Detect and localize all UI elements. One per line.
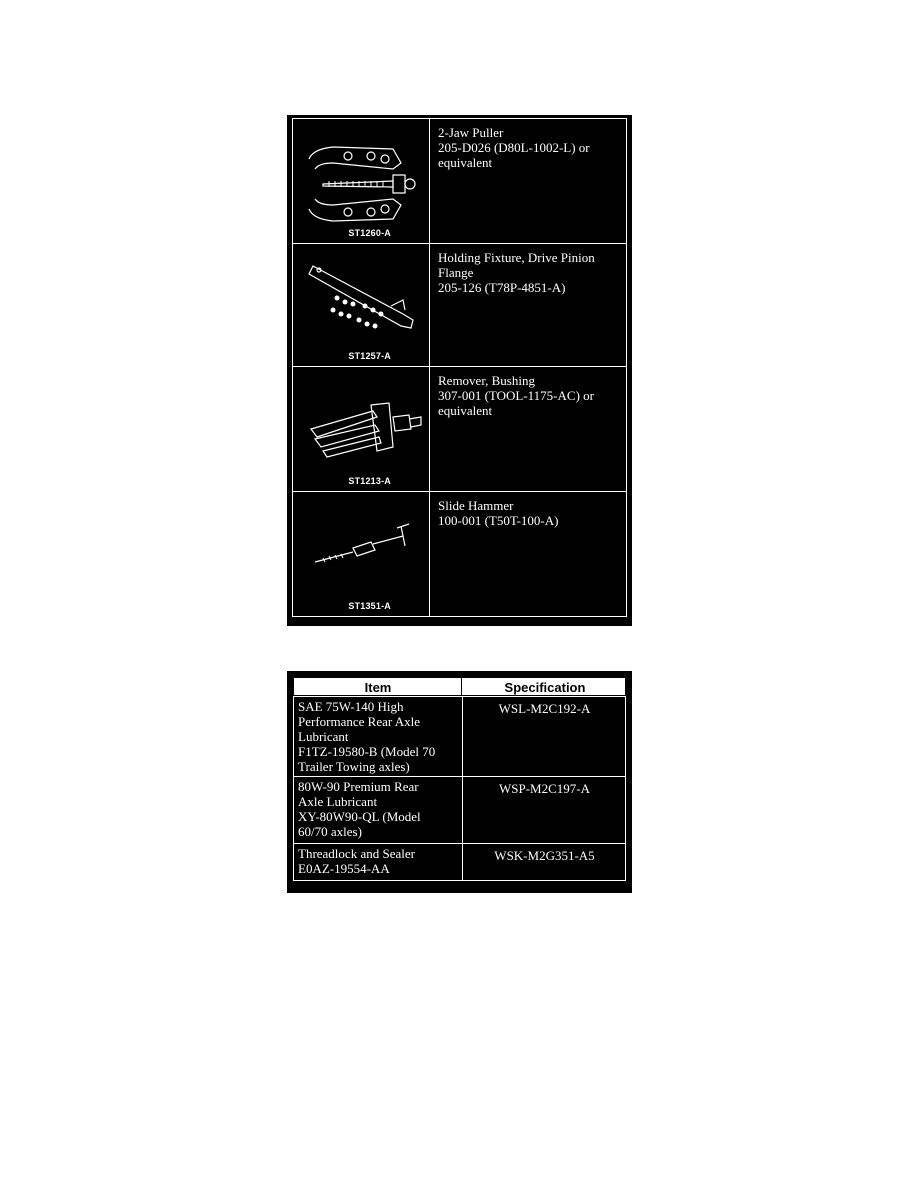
item-text-line: XY-80W90-QL (Model [298,809,421,824]
tool-image-cell [293,119,430,243]
tool-number: 205-126 (T78P-4851-A) [438,280,566,295]
specification-cell: WSL-M2C192-A [498,701,591,716]
tool-number: 100-001 (T50T-100-A) [438,513,559,528]
tool-note: equivalent [438,155,493,170]
column-header-item: Item [364,680,392,695]
tool-code-label: ST1213-A [348,476,391,486]
tool-number: 205-D026 (D80L-1002-L) or [438,140,590,155]
two-jaw-puller-drawing [293,119,429,243]
table-row [293,776,626,844]
tool-note: equivalent [438,403,493,418]
tool-description [438,373,620,418]
item-text-line: Threadlock and Sealer [298,846,415,861]
holding-fixture-drawing [293,244,429,366]
item-text-line: 60/70 axles) [298,824,362,839]
item-text-line: Performance Rear Axle [298,714,421,729]
item-text-line: Trailer Towing axles) [298,759,410,774]
tool-row [292,118,627,244]
item-text-line: Lubricant [298,729,349,744]
tool-number: 307-001 (TOOL-1175-AC) or [438,388,594,403]
item-cell [298,699,458,774]
tool-code-label: ST1351-A [348,601,391,611]
special-tools-table [287,115,632,626]
tool-row [292,491,627,617]
item-cell [298,846,458,876]
lubricant-spec-table [287,671,632,893]
table-row [293,696,626,777]
bushing-remover-drawing [293,367,429,491]
tool-code-label: ST1257-A [348,351,391,361]
table-header-row [293,677,626,696]
specification-cell: WSP-M2C197-A [498,781,590,796]
specification-cell: WSK-M2G351-A5 [494,848,595,863]
tool-description [438,125,620,170]
tool-description [438,250,620,295]
tool-name: 2-Jaw Puller [438,125,504,140]
item-text-line: 80W-90 Premium Rear [298,779,419,794]
tool-description [438,498,620,528]
tool-image-cell [293,492,430,616]
tool-row [292,366,627,492]
item-text-line: SAE 75W-140 High [298,699,404,714]
table-row [293,843,626,881]
tool-row [292,243,627,367]
tool-name-cont: Flange [438,265,474,280]
tool-image-cell [293,244,430,366]
tool-image-cell [293,367,430,491]
slide-hammer-drawing [293,492,429,616]
item-text-line: E0AZ-19554-AA [298,861,390,876]
item-text-line: F1TZ-19580-B (Model 70 [298,744,436,759]
tool-code-label: ST1260-A [348,228,391,238]
tool-name: Holding Fixture, Drive Pinion [438,250,595,265]
tool-name: Remover, Bushing [438,373,535,388]
tool-name: Slide Hammer [438,498,514,513]
item-cell [298,779,458,839]
column-header-specification: Specification [504,680,586,695]
item-text-line: Axle Lubricant [298,794,378,809]
